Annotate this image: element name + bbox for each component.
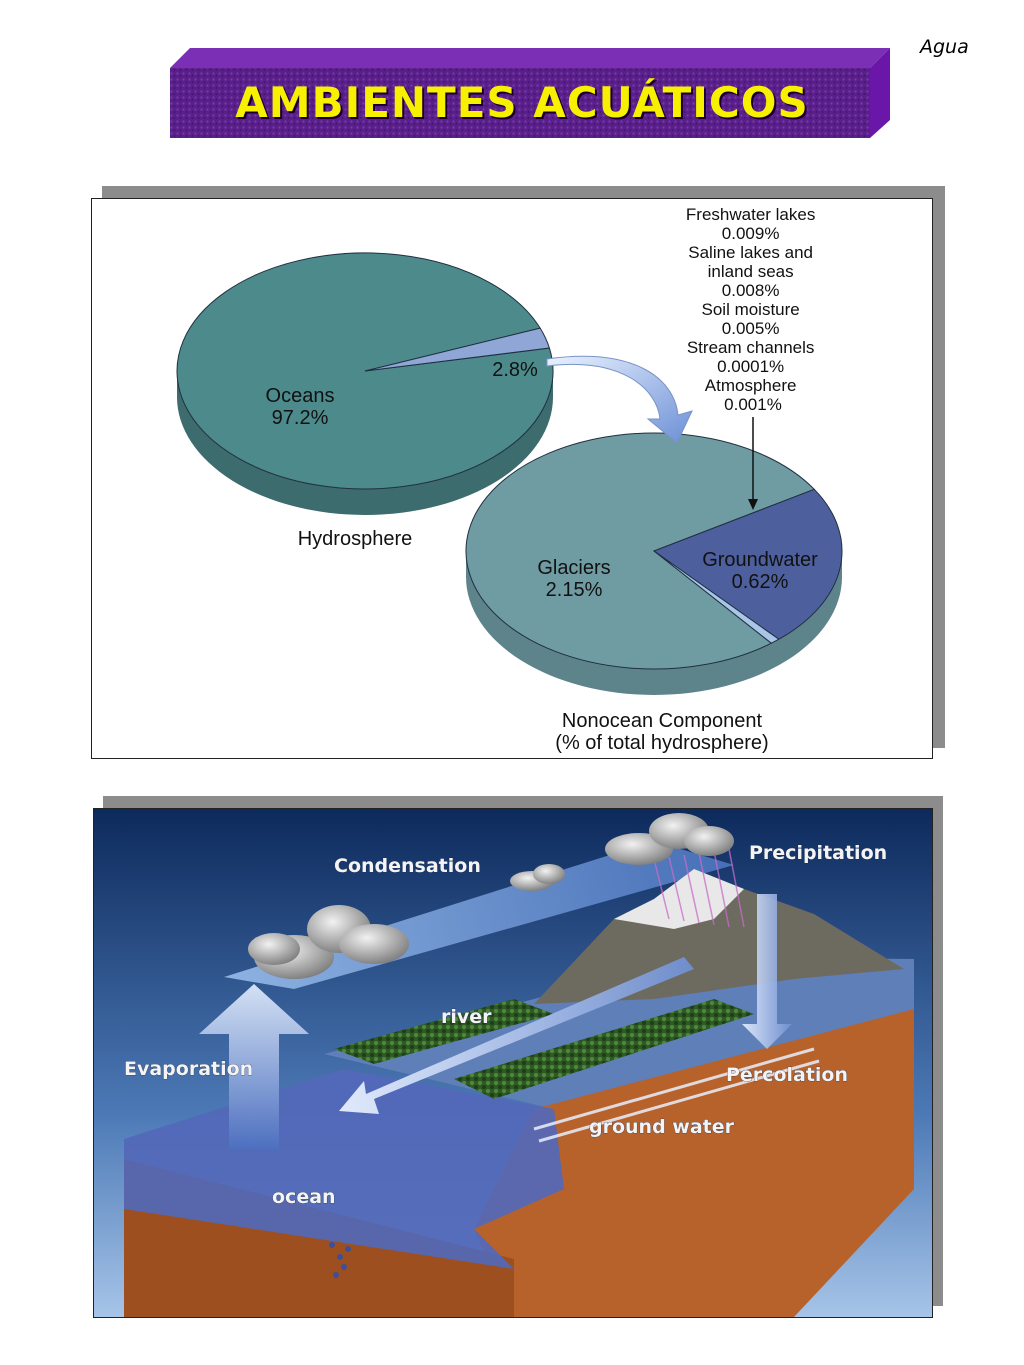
water-cycle-illustration	[93, 808, 933, 1318]
callout-line: 0.008%	[721, 281, 780, 300]
nonocean-title: Nonocean Component	[561, 710, 763, 732]
hydrosphere-chart	[92, 199, 932, 758]
callout-line: Atmosphere	[704, 376, 797, 395]
callout-line: inland seas	[707, 262, 794, 281]
ground-water-label: ground water	[589, 1116, 735, 1138]
pie-hydrosphere	[177, 253, 553, 515]
hydrosphere-title: Hydrosphere	[297, 528, 413, 550]
glaciers-label: Glaciers	[537, 557, 611, 579]
precipitation-label: Precipitation	[749, 842, 888, 864]
nonocean-slice-value: 2.8%	[492, 359, 538, 381]
callout-line: Soil moisture	[701, 300, 800, 319]
ocean-label: ocean	[272, 1186, 336, 1208]
page-title: AMBIENTES ACUÁTICOS	[235, 78, 809, 127]
callout-line: 0.001%	[724, 395, 782, 414]
chart-panel	[91, 198, 933, 759]
callout-line: 0.0001%	[717, 357, 785, 376]
flow-arrow	[547, 356, 692, 443]
evaporation-label: Evaporation	[124, 1058, 254, 1080]
callout-line: 0.009%	[721, 224, 780, 243]
callout-line: 0.005%	[721, 319, 780, 338]
groundwater-value: 0.62%	[731, 571, 789, 593]
glaciers-value: 2.15%	[545, 579, 603, 601]
water-cycle-diagram	[94, 809, 932, 1317]
groundwater-label: Groundwater	[702, 549, 818, 571]
river-label: river	[441, 1006, 492, 1028]
callout-list	[686, 205, 820, 414]
callout-line: Saline lakes and	[688, 243, 814, 262]
percolation-label: Percolation	[726, 1064, 849, 1086]
oceans-value: 97.2%	[271, 407, 329, 429]
condensation-label: Condensation	[334, 855, 481, 877]
callout-line: Stream channels	[686, 338, 815, 357]
oceans-label: Oceans	[265, 385, 335, 407]
callout-line: Freshwater lakes	[685, 205, 816, 224]
nonocean-subtitle: (% of total hydrosphere)	[555, 732, 769, 754]
corner-label: Agua	[920, 36, 969, 58]
